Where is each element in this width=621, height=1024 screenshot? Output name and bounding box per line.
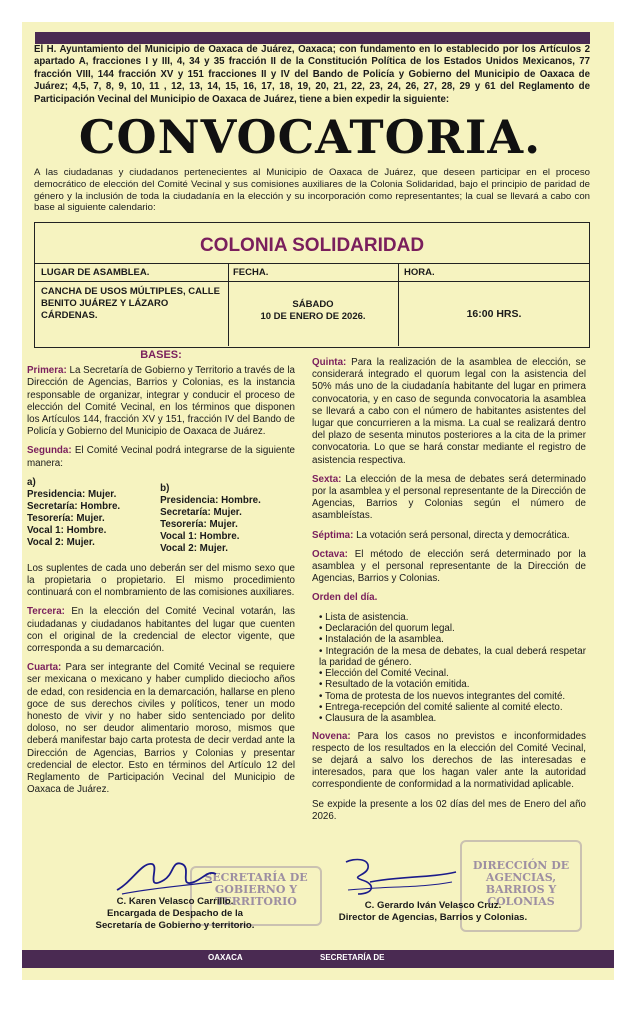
suplentes-text: Los suplentes de cada uno deberán ser del mismo sexo que la propietaria o propietario. El mismo procedimiento continuará con el nombramiento de las comisiones auxiliares. <box>27 562 295 599</box>
option-b <box>160 477 261 555</box>
option-b-item: Tesorería: Mujer. <box>160 518 238 530</box>
option-b-item: Vocal 2: Mujer. <box>160 542 228 554</box>
fecha-date: 10 DE ENERO DE 2026. <box>260 311 366 322</box>
octava-text: El método de elección será determinado por la asamblea y el personal representante de la Dirección de Agencias, Barrios y Colonias. <box>312 548 586 585</box>
septima-text: La votación será personal, directa y democrática. <box>356 529 570 541</box>
orden-item: • Entrega-recepción del comité saliente al comité electo. <box>319 702 586 713</box>
cuarta-label: Cuarta: <box>27 662 62 674</box>
option-a <box>27 477 120 555</box>
base-cuarta <box>27 662 295 796</box>
option-a-item: Secretaría: Hombre. <box>27 500 121 512</box>
sexta-label: Sexta: <box>312 473 342 485</box>
base-sexta <box>312 474 586 523</box>
orden-title: Orden del día. <box>312 592 378 604</box>
orden-item: • Resultado de la votación emitida. <box>319 679 586 690</box>
cell-lugar: CANCHA DE USOS MÚLTIPLES, CALLE BENITO JUÁREZ Y LÁZARO CÁRDENAS. <box>41 286 220 321</box>
signer-role: Secretaría de Gobierno y territorio. <box>95 920 255 931</box>
option-b-label: b) <box>160 482 170 494</box>
orden-item: • Clausura de la asamblea. <box>319 713 586 724</box>
orden-item: • Elección del Comité Vecinal. <box>319 668 586 679</box>
quinta-label: Quinta: <box>312 357 347 368</box>
signer-name: C. Karen Velasco Carrillo. <box>116 896 234 907</box>
orden-item: • Lista de asistencia. <box>319 612 586 623</box>
table-divider <box>35 263 589 264</box>
schedule-table <box>34 222 590 348</box>
septima-label: Séptima: <box>312 529 354 541</box>
base-octava <box>312 549 586 586</box>
base-novena <box>312 731 586 792</box>
orden-item: • Instalación de la asamblea. <box>319 634 586 645</box>
signature-block-right <box>318 900 548 924</box>
quinta-text: Para la realización de la asamblea de elección, se considerará integrado el quorum legal con la asistencia del 50% más uno de la ciudadanía habitante del lugar en primera convocatoria, y en caso de segunda convocatoria la asamblea se llevará a cabo con el número de habitantes asistentes del lugar que concurrieren a la misma. La cual se realizará dentro del plazo de sesenta minutos posteriores a la cita de la primer convocatoria. Lo que se hará constar mediante el registro de asistencia respectiva. <box>312 357 586 466</box>
colonia-name: COLONIA SOLIDARIDAD <box>199 235 425 256</box>
signature-scribble <box>112 852 222 902</box>
table-divider <box>35 281 589 282</box>
tercera-text: En la elección del Comité Vecinal votarán, las ciudadanas y ciudadanos habitantes del lugar que cuenten con el original de la credencial de elector vigente, que corresponda a su demarcación. <box>27 606 295 655</box>
base-quinta <box>312 357 586 467</box>
footer-bar <box>22 950 614 968</box>
top-banner <box>35 32 590 44</box>
option-a-item: Tesorería: Mujer. <box>27 512 105 524</box>
footer-secretaria-text: SECRETARÍA DE <box>320 953 385 962</box>
orden-list <box>312 612 586 725</box>
base-segunda <box>27 445 295 469</box>
table-divider <box>398 263 399 346</box>
option-a-item: Presidencia: Mujer. <box>27 488 117 500</box>
committee-options <box>27 477 295 555</box>
sexta-text: La elección de la mesa de debates será determinado por la asamblea y el personal representante de la Dirección de Agencias, Barrios y Colonias según el número de asambleístas. <box>312 473 586 522</box>
expide-text: Se expide la presente a los 02 días del mes de Enero del año 2026. <box>312 798 586 822</box>
signature-block-left <box>60 896 290 932</box>
primera-label: Primera: <box>27 365 67 377</box>
signer-role: Director de Agencias, Barrios y Colonias. <box>338 912 528 923</box>
header-hora: HORA. <box>404 267 435 278</box>
base-tercera <box>27 606 295 655</box>
option-b-item: Vocal 1: Hombre. <box>160 530 240 542</box>
official-stamp: DIRECCIÓN DE AGENCIAS, BARRIOS Y COLONIAS <box>460 840 582 932</box>
option-a-label: a) <box>27 476 36 488</box>
lead-paragraph: A las ciudadanas y ciudadanos pertenecientes al Municipio de Oaxaca de Juárez, que deseen participar en el proceso democrático de elección del Comité Vecinal y sus comisiones auxiliares de la Colonia Solidaridad, bajo el principio de paridad de género y la inclusión de toda la ciudadanía en la elección y su incorporación como representantes; la cual se llevará a cabo con base al siguiente calendario: <box>34 167 590 214</box>
cell-hora: 16:00 HRS. <box>466 308 522 320</box>
segunda-label: Segunda: <box>27 445 72 457</box>
option-b-item: Presidencia: Hombre. <box>160 494 261 506</box>
primera-text: La Secretaría de Gobierno y Territorio a través de la Dirección de Agencias, Barrios y Colonias, es la instancia responsable de organizar, integrar y conducir el proceso de elección del Comité Vecinal, en los términos que disponen los Artículos 144, fracción XV y 151, fracción IV del Bando de Policía y Gobierno del Municipio de Oaxaca de Juárez. <box>27 365 295 438</box>
orden-item: • Toma de protesta de los nuevos integrantes del comité. <box>319 691 586 702</box>
document-title: CONVOCATORIA. <box>78 110 542 164</box>
option-a-item: Vocal 2: Mujer. <box>27 536 95 548</box>
intro-paragraph: El H. Ayuntamiento del Municipio de Oaxaca de Juárez, Oaxaca; con fundamento en lo establecido por los Artículos 2 apartado A, fracciones I y III, 4, 34 y 35 fracción II de la Constitución Política de los Estados Unidos Mexicanos, 77 fracción VIII, 144 fracción XV y 151 fracciones II y IV del Bando de Policía y Gobierno del Municipio de Oaxaca de Juárez; 4,5, 7, 8, 9, 10, 11 , 12, 13, 14, 15, 16, 17, 18, 19, 20, 21, 22, 23, 24, 26, 27, 28, 29 y 61 del Reglamento de Participación Vecinal del Municipio de Oaxaca de Juárez, tiene a bien expedir la siguiente: <box>34 44 590 105</box>
novena-label: Novena: <box>312 730 351 742</box>
header-lugar: LUGAR DE ASAMBLEA. <box>41 267 150 278</box>
bases-title: BASES: <box>140 349 182 361</box>
orden-item: • Declaración del quorum legal. <box>319 623 586 634</box>
cuarta-text: Para ser integrante del Comité Vecinal se requiere ser mexicana o mexicano y haber cumplido dieciocho años de edad, con residencia en la demarcación, hallarse en pleno goce de sus derechos civiles y políticos, tener un modo honesto de vivir y no haber sido sentenciado por delito doloso, no ser deudor alimentario moroso, mismos que deberá manifestar bajo carta protesta de decir verdad ante la Dirección de Agencias, Barrios y Colonias y presentar credencial de elector. Esto en términos del Artículo 12 del Reglamento de Participación Vecinal del Municipio de Oaxaca de Juárez. <box>27 662 295 796</box>
fecha-day: SÁBADO <box>292 299 334 310</box>
cell-fecha <box>229 299 397 323</box>
novena-text: Para los casos no previstos e inconformidades respecto de los resultados en la elección del Comité Vecinal, se dejará a salvo los derechos de las interesadas e interesados, para que los hagan valer ante la autoridad correspondiente de conformidad a la normatividad aplicable. <box>312 730 586 791</box>
signer-role: Encargada de Despacho de la <box>107 908 243 919</box>
segunda-text: El Comité Vecinal podrá integrarse de la siguiente manera: <box>27 445 295 469</box>
signer-name: C. Gerardo Iván Velasco Cruz. <box>364 900 502 911</box>
official-stamp: SECRETARÍA DE GOBIERNO Y TERRITORIO <box>190 866 322 926</box>
left-column <box>27 349 295 803</box>
base-primera <box>27 365 295 438</box>
header-fecha: FECHA. <box>233 267 269 278</box>
signature-scribble <box>340 852 460 902</box>
tercera-label: Tercera: <box>27 606 65 618</box>
base-septima <box>312 530 586 542</box>
octava-label: Octava: <box>312 548 348 560</box>
option-b-item: Secretaría: Mujer. <box>160 506 242 518</box>
footer-logo-text: OAXACA <box>208 953 243 962</box>
option-a-item: Vocal 1: Hombre. <box>27 524 107 536</box>
right-column <box>312 357 586 830</box>
orden-item: • Integración de la mesa de debates, la cual deberá respetar la paridad de género. <box>319 646 586 669</box>
